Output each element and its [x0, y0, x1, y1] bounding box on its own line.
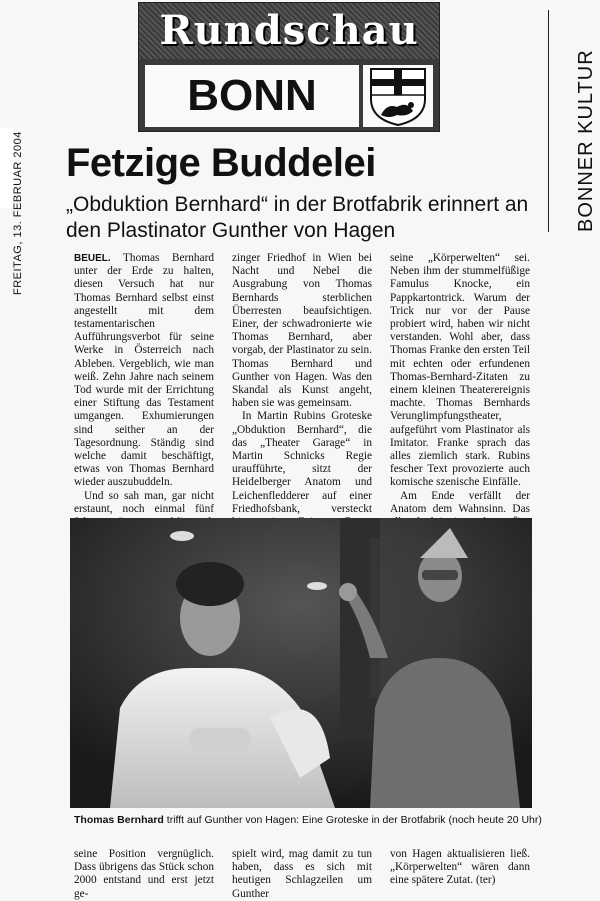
article-body — [74, 252, 530, 520]
paragraph — [74, 252, 214, 490]
section-label: BONNER KULTUR — [575, 49, 597, 232]
stage-photo-image — [70, 518, 532, 808]
masthead — [138, 2, 440, 132]
caption-text: trifft auf Gunther von Hagen: Eine Groteske in der Brotfabrik (noch heute 20 Uhr) — [163, 814, 542, 826]
paragraph: spielt wird, mag damit zu tun haben, dass es sich mit heutigen Schlagzeilen um Gunther — [232, 848, 372, 900]
masthead-title: Rundschau — [139, 3, 439, 59]
article-column-2 — [232, 252, 372, 520]
paragraph-text: Thomas Bernhard unter der Erde zu halten, diesen Versuch hat nur Thomas Bernhard selbst einst angestellt mit dem testamentarischen Aufführungsverbot für seine Werke in Österreich nach Ableben. Vergeblich, wie man weiß. Zehn Jahre nach seinem Tod wurde mit der Errichtung einer Stiftung das Testament umgangen. Exhumierungen sind seither an der Tagesordnung. Ständig sind welche damit beschäftigt, etwas von Thomas Bernhard wieder auszubuddeln. — [74, 252, 214, 489]
paragraph: von Hagen aktualisieren ließ. „Körperwelten“ wären dann eine spätere Zutat. (ter) — [390, 848, 530, 887]
continuation-column-3 — [390, 848, 530, 888]
article-column-3 — [390, 252, 530, 520]
bonn-crest-icon — [363, 65, 433, 127]
masthead-city: BONN — [145, 65, 359, 127]
issue-date: FREITAG, 13. FEBRUAR 2004 — [12, 131, 24, 295]
paragraph: seine „Körperwelten“ sei. Neben ihm der stummelfüßige Famulus Knocke, ein Pappkartontrick. Warum der Trick nur vor der Pause probiert wird, haben wir nicht verstanden. Wohl aber, dass Thomas Franke den ersten Teil mit echten oder erfundenen Thomas-Bernhard-Zitaten zu einem kleinen Theaterereignis machte. Thomas Bernhards Verunglimpfungstheater, aufgeführt vom Plastinator als Imitator. Franke sprach das alles ziemlich stark. Rubins fescher Text provozierte auch komische szenische Einfälle. — [390, 252, 530, 489]
caption-name: Thomas Bernhard — [74, 814, 164, 826]
subheadline: „Obduktion Bernhard“ in der Brotfabrik erinnert an den Plastinator Gunther von Hagen — [66, 193, 529, 242]
section-rule — [548, 10, 549, 232]
dateline: BEUEL. — [74, 253, 111, 264]
continuation-column-1 — [74, 848, 214, 901]
paragraph: Am Ende verfällt der Anatom dem Wahnsinn. Das — [390, 489, 530, 515]
paragraph: In Martin Rubins Groteske „Obduktion Bernhard“, die das „Theater Garage“ in Martin Schnicks Regie uraufführte, sitzt der Heidelberger Anatom und Leichenfledderer auf einer Friedhofsbank, versteckt — [232, 410, 372, 515]
paragraph: Und so sah man, gar nicht erstaunt, noch einmal fünf — [74, 489, 214, 515]
article-column-1 — [74, 252, 214, 520]
paragraph: zinger Friedhof in Wien bei Nacht und Nebel die Ausgrabung von Thomas Bernhards sterblichen Überresten beaufsichtigen. Einer, der schwadronierte wie Thomas Bernhard, aber vorgab, der Plastinator zu sein. Thomas Bernhard und Gunther von Hagen. Was den Skandal als Kunst angeht, haben sie was gemeinsam. — [232, 252, 372, 410]
continuation-column-2 — [232, 848, 372, 901]
headline: Fetzige Buddelei — [66, 141, 376, 185]
article-photo — [70, 518, 532, 808]
photo-caption — [74, 814, 544, 826]
article-continuation — [74, 848, 530, 900]
paragraph: seine Position vergnüglich. Dass übrigens das Stück schon 2000 entstand und erst jetzt ge- — [74, 848, 214, 900]
